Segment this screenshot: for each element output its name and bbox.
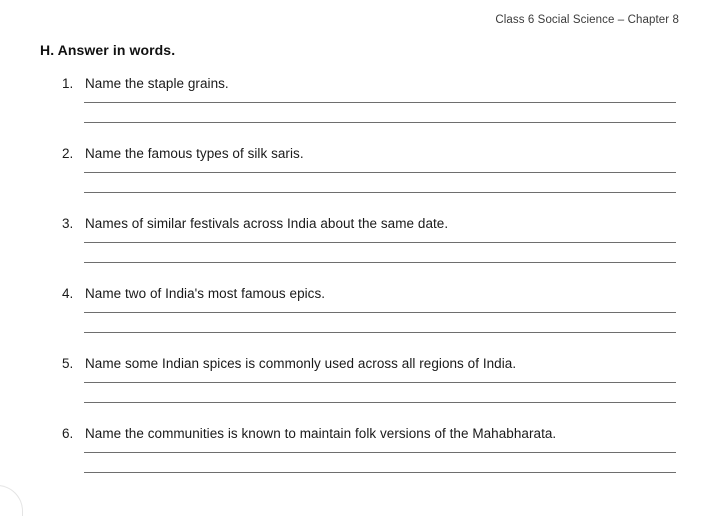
section-heading: H. Answer in words. — [40, 42, 176, 58]
question-block — [0, 424, 720, 494]
answer-line[interactable] — [84, 472, 676, 473]
question-text: Name some Indian spices is commonly used across all regions of India. — [85, 356, 517, 371]
answer-line[interactable] — [84, 172, 676, 173]
question-row — [0, 424, 720, 443]
answer-line[interactable] — [84, 122, 676, 123]
answer-line[interactable] — [84, 242, 676, 243]
question-row — [0, 144, 720, 163]
question-number: 6. — [62, 426, 74, 441]
answer-line[interactable] — [84, 192, 676, 193]
question-text: Name two of India's most famous epics. — [85, 286, 326, 301]
question-text: Name the famous types of silk saris. — [85, 146, 304, 161]
answer-lines — [84, 312, 676, 333]
answer-line[interactable] — [84, 382, 676, 383]
question-row — [0, 284, 720, 303]
question-text: Names of similar festivals across India about the same date. — [85, 216, 449, 231]
question-number: 1. — [62, 76, 74, 91]
answer-lines — [84, 452, 676, 473]
answer-line[interactable] — [84, 262, 676, 263]
question-block — [0, 74, 720, 144]
question-number: 3. — [62, 216, 74, 231]
answer-line[interactable] — [84, 332, 676, 333]
question-list — [0, 74, 720, 494]
answer-lines — [84, 102, 676, 123]
question-block — [0, 144, 720, 214]
answer-lines — [84, 172, 676, 193]
question-text: Name the staple grains. — [85, 76, 229, 91]
answer-line[interactable] — [84, 402, 676, 403]
answer-lines — [84, 242, 676, 263]
question-row — [0, 214, 720, 233]
question-block — [0, 284, 720, 354]
question-text: Name the communities is known to maintain folk versions of the Mahabharata. — [85, 426, 557, 441]
question-number: 5. — [62, 356, 74, 371]
answer-line[interactable] — [84, 312, 676, 313]
question-row — [0, 74, 720, 93]
question-number: 2. — [62, 146, 74, 161]
question-block — [0, 214, 720, 284]
answer-lines — [84, 382, 676, 403]
running-header: Class 6 Social Science – Chapter 8 — [495, 14, 679, 26]
question-number: 4. — [62, 286, 74, 301]
answer-line[interactable] — [84, 102, 676, 103]
question-row — [0, 354, 720, 373]
answer-line[interactable] — [84, 452, 676, 453]
question-block — [0, 354, 720, 424]
